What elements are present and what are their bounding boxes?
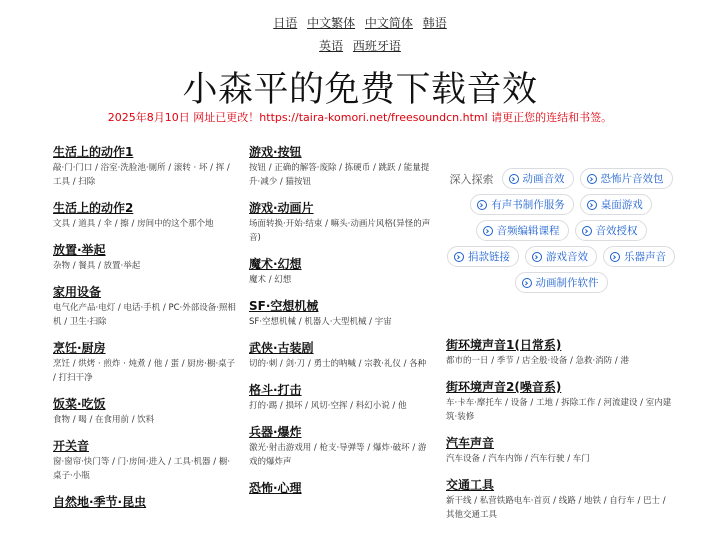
lang-link-spanish[interactable]: 西班牙语 — [352, 39, 401, 53]
category-item — [249, 424, 434, 469]
lang-link-traditional-chinese[interactable]: 中文繁体 — [307, 16, 356, 30]
category-description: 食物 / 喝 / 在食用前 / 饮料 — [53, 415, 155, 425]
category-description: 打的·踢 / 损坏 / 风切·空挥 / 科幻小说 / 他 — [249, 401, 407, 411]
language-bar-row1 — [0, 14, 720, 31]
category-link[interactable]: 放置·举起 — [53, 243, 106, 257]
category-link[interactable]: 饭菜·吃饭 — [53, 397, 106, 411]
lang-link-simplified-chinese[interactable]: 中文简体 — [364, 16, 413, 30]
category-link[interactable]: 烹饪·厨房 — [53, 341, 106, 355]
explore-chip-label: 音频编辑课程 — [496, 225, 560, 237]
category-link[interactable]: 自然地·季节·昆虫 — [53, 495, 147, 509]
category-item — [53, 396, 238, 427]
category-link[interactable]: 交通工具 — [446, 478, 495, 492]
category-link[interactable]: 魔术·幻想 — [249, 257, 302, 271]
category-item — [53, 144, 238, 189]
explore-chip-label: 动画制作软件 — [535, 277, 599, 289]
category-item — [446, 477, 676, 522]
category-description: 杂物 / 餐具 / 放置·举起 — [53, 261, 141, 271]
category-description: 新干线 / 私营铁路电车·首页 / 线路 / 地铁 / 自行车 / 巴士 / 其他交通工具 — [446, 496, 666, 520]
explore-chip[interactable] — [502, 168, 574, 189]
category-item — [53, 494, 238, 510]
search-icon — [522, 278, 532, 288]
category-link[interactable]: 开关音 — [53, 439, 90, 453]
category-link[interactable]: 街环境声音1(日常系) — [446, 338, 562, 352]
category-description: 电气化产品·电灯 / 电话·手机 / PC·外部设备·照相机 / 卫生·扫除 — [53, 303, 236, 327]
explore-chip-label: 音效授权 — [595, 225, 638, 237]
url-change-notice: 2025年8月10日 网址已更改！https://taira-komori.net/freesoundcn.html 请更正您的连结和书签。 — [107, 111, 613, 124]
explore-label: 深入探索 — [449, 172, 494, 186]
category-description: 烹饪 / 烘烤 · 煎炸 · 炖煮 / 他 / 蛋 / 厨房·橱·桌子 / 打扫干净 — [53, 359, 236, 383]
search-icon — [509, 174, 519, 184]
language-bar-row2 — [0, 37, 720, 54]
category-link[interactable]: 生活上的动作1 — [53, 145, 134, 159]
category-description: 场面转换·开始·结束 / 嘛头·动画片风格(异怪的声音) — [249, 219, 431, 243]
search-icon — [532, 252, 542, 262]
explore-chip[interactable] — [525, 246, 597, 267]
category-item — [53, 340, 238, 385]
category-column-1 — [53, 144, 238, 521]
explore-chip-label: 动画音效 — [522, 173, 565, 185]
explore-panel — [446, 168, 676, 298]
category-link[interactable]: 街环境声音2(噪音系) — [446, 380, 562, 394]
category-item — [53, 438, 238, 483]
category-description: SF·空想机械 / 机器人·大型机械 / 宇宙 — [249, 317, 392, 327]
explore-chip-label: 有声书制作服务 — [491, 199, 565, 211]
category-item — [249, 382, 434, 413]
category-item — [53, 284, 238, 329]
category-link[interactable]: 游戏·按钮 — [249, 145, 302, 159]
category-description: 车·卡车·摩托车 / 设备 / 工地 / 拆除工作 / 河流建设 / 室内建筑·装修 — [446, 398, 672, 422]
explore-chip[interactable] — [470, 194, 574, 215]
category-link[interactable]: 武侠·古装剧 — [249, 341, 314, 355]
explore-chip[interactable] — [575, 220, 647, 241]
explore-chip-label: 乐器声音 — [624, 251, 666, 263]
explore-chip-label: 捐款链接 — [468, 251, 510, 263]
category-column-2 — [249, 144, 434, 507]
category-description: 激光·射击游戏用 / 枪支·导弹等 / 爆炸·破坏 / 游戏的爆炸声 — [249, 443, 427, 467]
category-item — [249, 298, 434, 329]
category-link[interactable]: 格斗·打击 — [249, 383, 302, 397]
category-description: 文具 / 道具 / 伞 / 擦 / 房间中的这个那个地 — [53, 219, 214, 229]
category-link[interactable]: 生活上的动作2 — [53, 201, 134, 215]
search-icon — [582, 226, 592, 236]
category-description: 都市的一日 / 季节 / 店全般·设备 / 急救·消防 / 港 — [446, 356, 629, 366]
category-item — [249, 200, 434, 245]
category-item — [53, 242, 238, 273]
search-icon — [610, 252, 620, 262]
category-item — [249, 340, 434, 371]
explore-chip-label: 恐怖片音效包 — [600, 173, 664, 185]
category-link[interactable]: 家用设备 — [53, 285, 102, 299]
page-title: 小森平的免费下载音效 — [182, 70, 538, 110]
search-icon — [587, 200, 597, 210]
search-icon — [587, 174, 597, 184]
category-item — [446, 379, 676, 424]
category-description: 按钮 / 正确的解答·废除 / 拣硬币 / 跳跃 / 能量提升·减少 / 猫按钮 — [249, 163, 430, 187]
category-item — [446, 435, 676, 466]
explore-chip-label: 游戏音效 — [546, 251, 588, 263]
explore-chip[interactable] — [476, 220, 569, 241]
category-link[interactable]: 兵器·爆炸 — [249, 425, 302, 439]
category-column-3 — [446, 337, 676, 533]
category-item — [446, 337, 676, 368]
explore-chip[interactable] — [603, 246, 675, 267]
lang-link-english[interactable]: 英语 — [319, 39, 344, 53]
search-icon — [477, 200, 487, 210]
lang-link-japanese[interactable]: 日语 — [273, 16, 298, 30]
category-link[interactable]: 恐怖·心理 — [249, 481, 302, 495]
lang-link-korean[interactable]: 韩语 — [422, 16, 447, 30]
category-description: 敲·门·门口 / 浴室·洗脸池·厕所 / 滚转 · 坏 / 挥 / 工具 / 扫除 — [53, 163, 230, 187]
category-link[interactable]: 汽车声音 — [446, 436, 495, 450]
category-description: 汽车设备 / 汽车内饰 / 汽车行驶 / 车门 — [446, 454, 590, 464]
search-icon — [454, 252, 464, 262]
category-description: 魔术 / 幻想 — [249, 275, 292, 285]
category-link[interactable]: SF·空想机械 — [249, 299, 319, 313]
category-item — [249, 480, 434, 496]
explore-chip-label: 桌面游戏 — [600, 199, 643, 211]
category-item — [249, 144, 434, 189]
explore-chip[interactable] — [515, 272, 608, 293]
explore-chip[interactable] — [580, 194, 652, 215]
explore-chip[interactable] — [580, 168, 673, 189]
category-description: 切的·刺 / 剑·刀 / 勇士的呐喊 / 宗教·礼仪 / 各种 — [249, 359, 427, 369]
category-link[interactable]: 游戏·动画片 — [249, 201, 314, 215]
category-item — [249, 256, 434, 287]
category-item — [53, 200, 238, 231]
explore-chip[interactable] — [447, 246, 519, 267]
category-description: 窗·窗帘·快门等 / 门·房间·进入 / 工具·机器 / 橱·桌子·小瓶 — [53, 457, 231, 481]
search-icon — [483, 226, 493, 236]
